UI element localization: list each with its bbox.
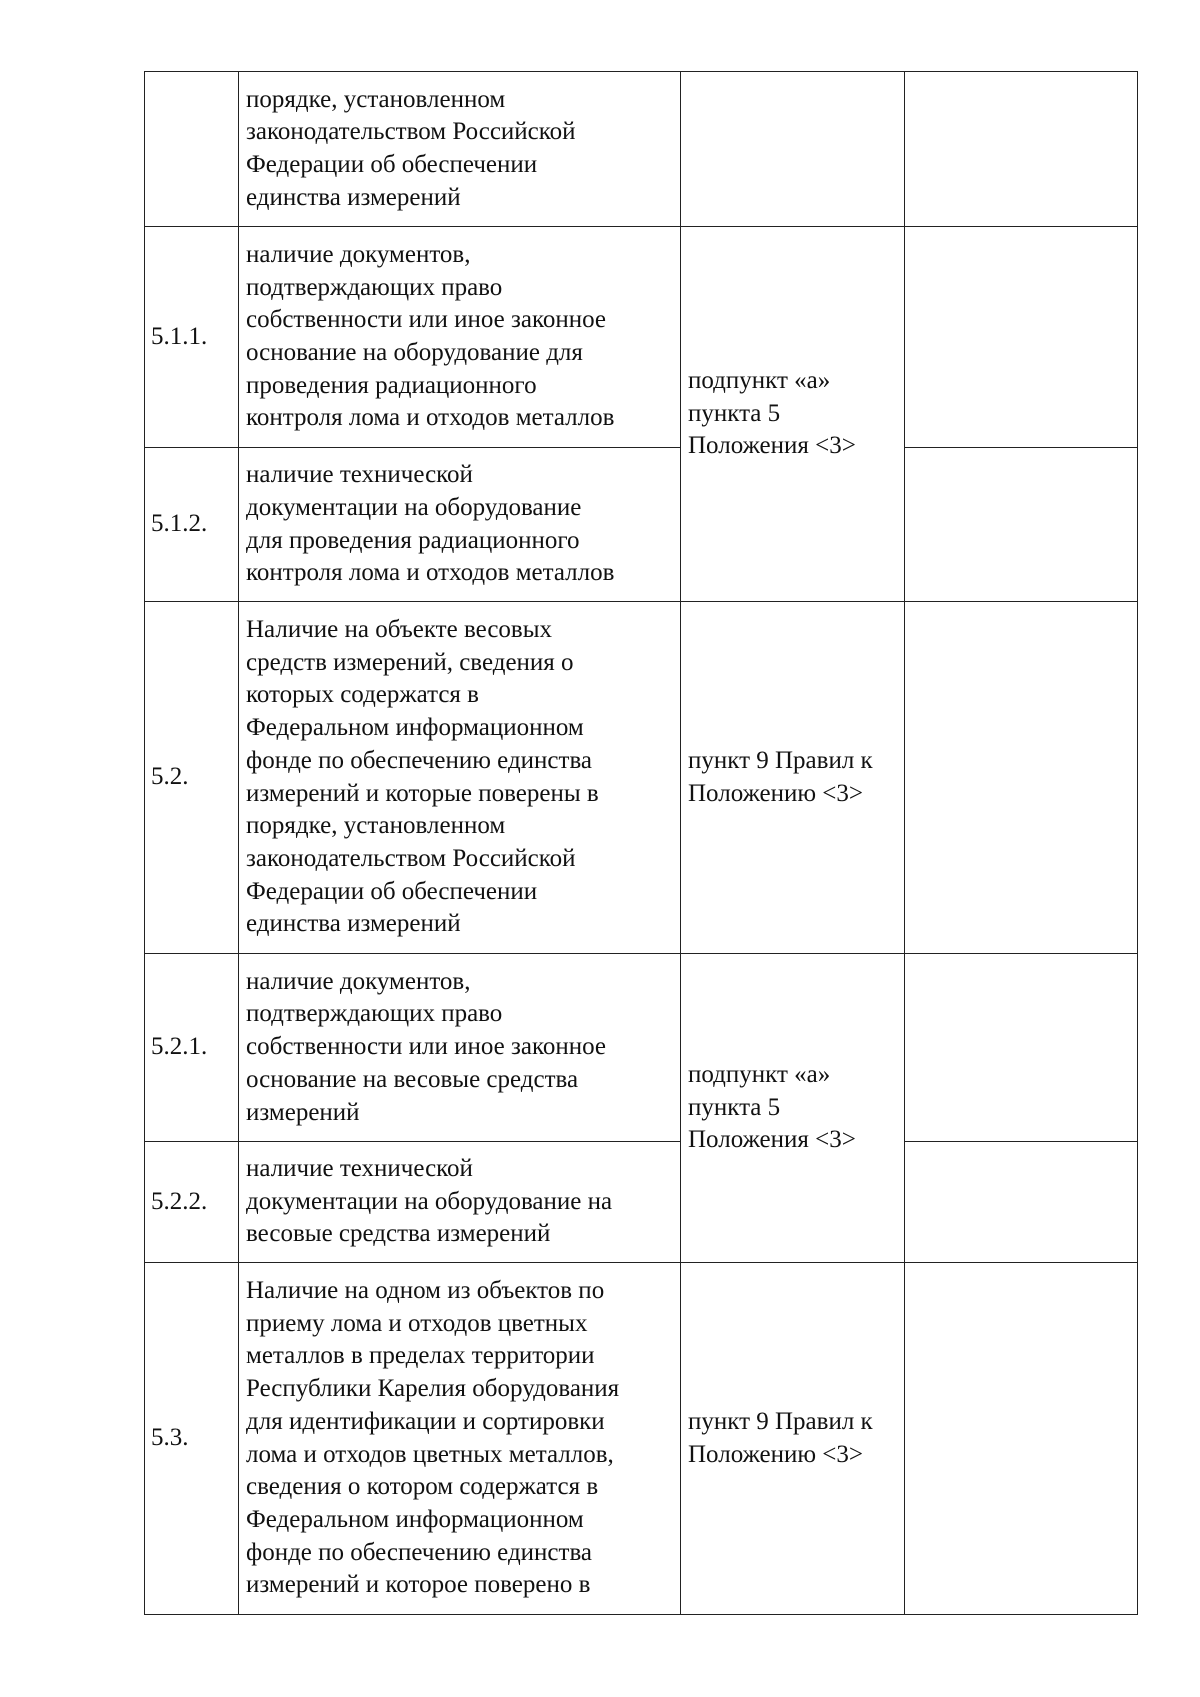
row-number-cell xyxy=(145,72,239,227)
requirement-cell: наличие документов, подтверждающих право собственности или иное законное основание на весовые средства измерений xyxy=(239,954,681,1142)
requirement-cell: наличие технической документации на оборудование для проведения радиационного контроля лома и отходов металлов xyxy=(239,448,681,602)
row-number-cell: 5.2. xyxy=(145,602,239,954)
legal-basis-cell: пункт 9 Правил к Положению <3> xyxy=(681,1263,905,1615)
row-number-cell: 5.3. xyxy=(145,1263,239,1615)
table-row xyxy=(145,448,1138,602)
table-row xyxy=(145,227,1138,448)
requirement-cell: наличие технической документации на оборудование на весовые средства измерений xyxy=(239,1142,681,1263)
requirement-cell: порядке, установленном законодательством Российской Федерации об обеспечении единства измерений xyxy=(239,72,681,227)
note-cell xyxy=(905,72,1138,227)
note-cell xyxy=(905,227,1138,448)
requirement-cell: Наличие на одном из объектов по приему лома и отходов цветных металлов в пределах территории Республики Карелия оборудования для идентификации и сортировки лома и отходов цветных металлов, сведения о котором содержатся в Федеральном информационном фонде по обеспечению единства измерений и которое поверено в xyxy=(239,1263,681,1615)
row-number-cell: 5.2.2. xyxy=(145,1142,239,1263)
requirement-cell: наличие документов, подтверждающих право собственности или иное законное основание на оборудование для проведения радиационного контроля лома и отходов металлов xyxy=(239,227,681,448)
table-row xyxy=(145,72,1138,227)
legal-basis-cell xyxy=(681,72,905,227)
legal-basis-cell: подпункт «а» пункта 5 Положения <3> xyxy=(681,227,905,602)
requirements-table xyxy=(144,71,1138,1615)
note-cell xyxy=(905,1142,1138,1263)
row-number-cell: 5.1.1. xyxy=(145,227,239,448)
note-cell xyxy=(905,602,1138,954)
legal-basis-cell: подпункт «а» пункта 5 Положения <3> xyxy=(681,954,905,1263)
note-cell xyxy=(905,1263,1138,1615)
table-row xyxy=(145,602,1138,954)
row-number-cell: 5.1.2. xyxy=(145,448,239,602)
table-row xyxy=(145,1142,1138,1263)
legal-basis-cell: пункт 9 Правил к Положению <3> xyxy=(681,602,905,954)
requirement-cell: Наличие на объекте весовых средств измерений, сведения о которых содержатся в Федеральном информационном фонде по обеспечению единства измерений и которые поверены в порядке, установленном законодательством Российской Федерации об обеспечении единства измерений xyxy=(239,602,681,954)
table-row xyxy=(145,1263,1138,1615)
note-cell xyxy=(905,448,1138,602)
table-row xyxy=(145,954,1138,1142)
note-cell xyxy=(905,954,1138,1142)
row-number-cell: 5.2.1. xyxy=(145,954,239,1142)
